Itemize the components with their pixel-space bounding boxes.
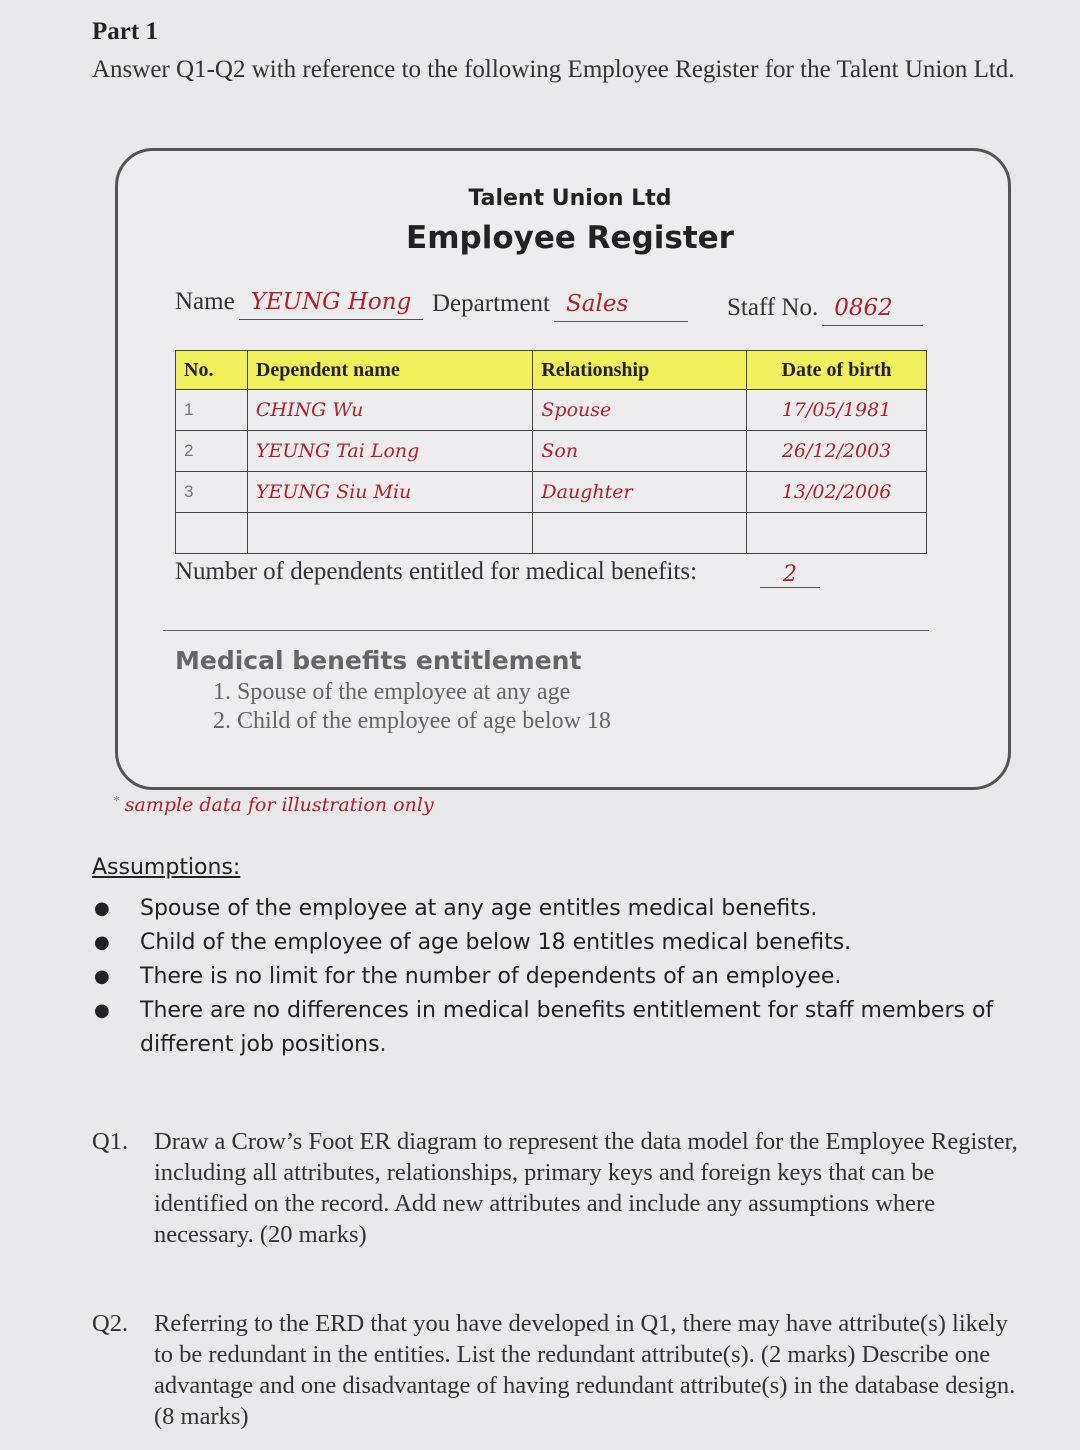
sample-data-note [113, 794, 434, 817]
table-cell [176, 513, 248, 554]
dependents-count-label: Number of dependents entitled for medical benefits: [175, 558, 698, 585]
assumption-text: Spouse of the employee at any age entitles medical benefits. [140, 896, 818, 921]
department-label: Department [432, 290, 551, 317]
table-row [176, 390, 927, 431]
assumption-text: Child of the employee of age below 18 entitles medical benefits. [140, 930, 852, 955]
bullet-icon: ● [94, 932, 110, 953]
question-text: Draw a Crow’s Foot ER diagram to represent the data model for the Employee Register, including all attributes, relationships, primary keys and foreign keys that can be identified on the record. Add new attributes and include any assumptions where necessary. (20 marks) [154, 1128, 1018, 1248]
list-item [92, 960, 1027, 994]
table-row [176, 431, 927, 472]
table-cell [747, 513, 927, 554]
column-header: No. [176, 351, 248, 390]
list-item [92, 892, 1027, 926]
table-cell: 13/02/2006 [747, 472, 927, 513]
intro-text: Answer Q1-Q2 with reference to the following Employee Register for the Talent Union Ltd. [92, 56, 1015, 83]
table-cell: YEUNG Siu Miu [247, 472, 532, 513]
asterisk: * [113, 794, 120, 809]
table-cell: 2 [176, 431, 248, 472]
bullet-icon: ● [94, 966, 110, 987]
list-item [92, 994, 1027, 1062]
department-value: Sales [554, 291, 688, 322]
list-item: 1. Spouse of the employee at any age [213, 679, 571, 705]
bullet-icon: ● [94, 898, 110, 919]
table-row [176, 513, 927, 554]
staff-no-field [727, 294, 923, 322]
table-cell [533, 513, 747, 554]
divider [163, 630, 929, 631]
name-field [175, 288, 423, 316]
dependents-table [175, 350, 927, 554]
column-header: Date of birth [747, 351, 927, 390]
table-cell: 17/05/1981 [747, 390, 927, 431]
table-cell: 1 [176, 390, 248, 431]
assumptions-list [92, 892, 1027, 1062]
table-cell: 3 [176, 472, 248, 513]
column-header: Relationship [533, 351, 747, 390]
name-value: YEUNG Hong [239, 289, 424, 320]
table-cell: Spouse [533, 390, 747, 431]
medical-benefits-list [213, 678, 611, 736]
list-item [92, 926, 1027, 960]
sample-note-text: sample data for illustration only [124, 794, 434, 816]
list-item: 2. Child of the employee of age below 18 [213, 708, 611, 734]
table-cell: Daughter [533, 472, 747, 513]
dependents-count-value: 2 [760, 562, 820, 588]
bullet-icon: ● [94, 1000, 110, 1021]
department-field [432, 290, 688, 318]
table-header-row [176, 351, 927, 390]
company-name: Talent Union Ltd [468, 186, 672, 211]
staff-no-label: Staff No. [727, 294, 819, 321]
question-2 [92, 1308, 1022, 1432]
table-cell: YEUNG Tai Long [247, 431, 532, 472]
question-1 [92, 1126, 1022, 1250]
staff-no-value: 0862 [822, 295, 923, 326]
assumption-text: There is no limit for the number of dependents of an employee. [140, 964, 842, 989]
question-text: Referring to the ERD that you have developed in Q1, there may have attribute(s) likely to be redundant in the entities. List the redundant attribute(s). (2 marks) Describe one advantage and one disadvantage of having redundant attribute(s) in the database design. (8 marks) [154, 1310, 1016, 1430]
table-cell: Son [533, 431, 747, 472]
column-header: Dependent name [247, 351, 532, 390]
table-cell [247, 513, 532, 554]
register-title: Employee Register [406, 220, 734, 256]
table-row [176, 472, 927, 513]
medical-benefits-title: Medical benefits entitlement [175, 646, 582, 675]
part-title: Part 1 [92, 18, 158, 45]
question-number: Q2. [92, 1310, 129, 1337]
assumption-text: There are no differences in medical benefits entitlement for staff members of different job positions. [140, 998, 994, 1057]
table-cell: CHING Wu [247, 390, 532, 431]
question-number: Q1. [92, 1128, 129, 1155]
table-cell: 26/12/2003 [747, 431, 927, 472]
name-label: Name [175, 288, 235, 315]
assumptions-title: Assumptions: [92, 855, 241, 880]
